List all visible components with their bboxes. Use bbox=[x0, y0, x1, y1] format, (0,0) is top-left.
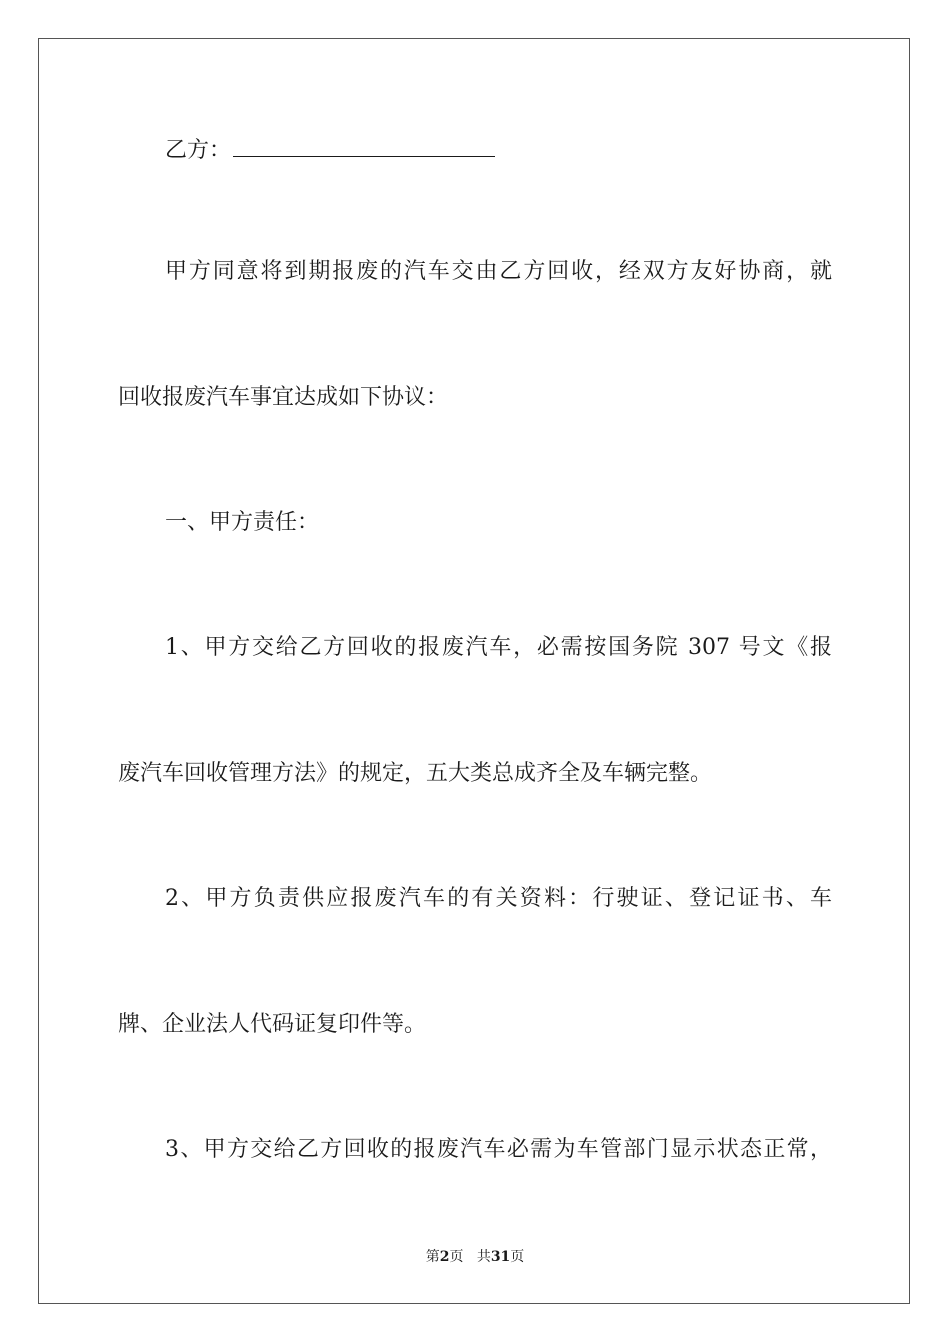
paragraph-line-6: 2、甲方负责供应报废汽车的有关资料：行驶证、登记证书、车 bbox=[165, 886, 832, 911]
paragraph-line-4: 1、甲方交给乙方回收的报废汽车，必需按国务院 307 号文《报 bbox=[165, 635, 832, 660]
total-prefix: 共 bbox=[476, 1249, 491, 1265]
paragraph-line-2: 回收报废汽车事宜达成如下协议： bbox=[118, 385, 449, 410]
page-suffix: 页 bbox=[449, 1249, 464, 1265]
party-b-label: 乙方： bbox=[165, 138, 232, 163]
page-footer bbox=[0, 1248, 950, 1266]
page-prefix: 第 bbox=[425, 1249, 440, 1265]
paragraph-line-1: 甲方同意将到期报废的汽车交由乙方回收，经双方友好协商，就 bbox=[165, 259, 832, 284]
section-heading-party-a: 一、甲方责任： bbox=[165, 510, 320, 535]
party-b-blank-field[interactable] bbox=[233, 136, 495, 157]
page-border bbox=[38, 38, 910, 1304]
paragraph-line-7: 牌、企业法人代码证复印件等。 bbox=[118, 1012, 427, 1037]
paragraph-line-8: 3、甲方交给乙方回收的报废汽车必需为车管部门显示状态正常， bbox=[165, 1137, 832, 1162]
party-b-line bbox=[165, 136, 495, 166]
paragraph-line-5: 废汽车回收管理方法》的规定，五大类总成齐全及车辆完整。 bbox=[118, 761, 713, 786]
total-pages: 31 bbox=[490, 1249, 511, 1265]
total-suffix: 页 bbox=[510, 1249, 525, 1265]
page-number: 2 bbox=[439, 1249, 450, 1265]
